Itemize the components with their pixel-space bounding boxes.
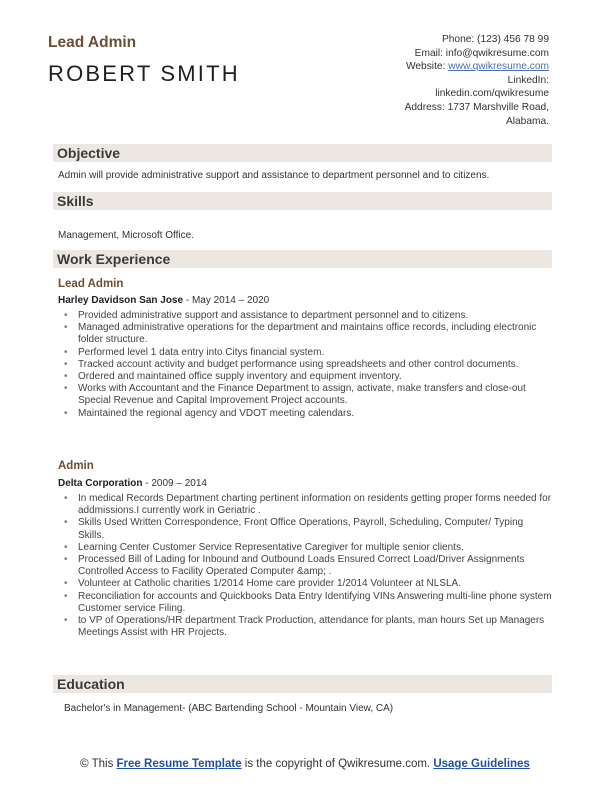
list-item: • Skills Used Written Correspondence, Front Office Operations, Payroll, Scheduling, Computer/ Typing Skills. — [64, 517, 552, 541]
free-resume-template-link[interactable]: Free Resume Template — [116, 758, 242, 770]
footer-copyright — [60, 757, 550, 771]
list-item: • Ordered and maintained office supply inventory and equipment inventory. — [64, 371, 552, 383]
job-dates: - 2009 – 2014 — [142, 478, 207, 489]
contact-address-line2: Alabama. — [505, 115, 549, 127]
section-objective — [53, 144, 552, 162]
section-title: Skills — [57, 193, 94, 209]
list-item: • Provided administrative support and assistance to department personnel and to citizens. — [64, 310, 552, 322]
section-skills — [53, 192, 552, 210]
footer-prefix: © This — [80, 758, 117, 770]
company-name: Delta Corporation — [58, 478, 143, 489]
job-title: Lead Admin — [48, 34, 137, 51]
list-item: • Tracked account activity and budget performance using spreadsheets and other control documents. — [64, 359, 552, 371]
objective-text: Admin will provide administrative support and assistance to department personnel and to citizens. — [58, 170, 490, 181]
candidate-name: ROBERT SMITH — [48, 61, 240, 86]
contact-address-line1: Address: 1737 Marshville Road, — [404, 101, 549, 113]
section-title: Objective — [57, 145, 121, 161]
company-name: Harley Davidson San Jose — [58, 295, 184, 306]
job-company-line — [58, 295, 269, 307]
job-role: Admin — [58, 460, 94, 472]
skills-text: Management, Microsoft Office. — [58, 230, 194, 241]
usage-guidelines-link[interactable]: Usage Guidelines — [433, 758, 530, 770]
job-role: Lead Admin — [58, 278, 124, 290]
list-item: • Works with Accountant and the Finance Department to assign, activate, make transfers and close-out Special Revenue and Capital Improvement Project accounts. — [64, 383, 552, 407]
contact-linkedin-label: LinkedIn: — [507, 74, 549, 86]
section-education — [53, 675, 552, 693]
list-item: • to VP of Operations/HR department Track Production, attendance for plants, man hours Set up Managers Meetings Assist with HR Projects. — [64, 615, 552, 639]
list-item: • Performed level 1 data entry into Citys financial system. — [64, 347, 552, 359]
job-dates: - May 2014 – 2020 — [183, 295, 270, 306]
contact-linkedin-value: linkedin.com/qwikresume — [435, 88, 549, 100]
list-item: • In medical Records Department charting pertinent information on residents getting proper forms needed for addmissions.I currently work in Geriatric . — [64, 493, 552, 517]
website-link[interactable]: www.qwikresume.com — [448, 61, 549, 73]
list-item: • Maintained the regional agency and VDOT meeting calendars. — [64, 408, 552, 420]
list-item: • Learning Center Customer Service Representative Caregiver for multiple senior clients. — [64, 542, 552, 554]
contact-block — [289, 33, 549, 128]
footer-middle: is the copyright of Qwikresume.com. — [241, 758, 434, 770]
list-item: • Volunteer at Catholic charities 1/2014 Home care provider 1/2014 Volunteer at NLSLA. — [64, 578, 552, 590]
list-item: • Reconciliation for accounts and Quickbooks Data Entry Identifying VINs Answering multi-line phone system Customer service Filing. — [64, 591, 552, 615]
list-item: • Processed Bill of Lading for Inbound and Outbound Loads Ensured Correct Load/Driver Assignments Controlled Access to Facility Operated Computer &amp; . — [64, 554, 552, 578]
section-title: Education — [57, 676, 125, 692]
section-title: Work Experience — [57, 251, 171, 267]
list-item: • Managed administrative operations for the department and maintains office records, including electronic folder structure. — [64, 322, 552, 346]
contact-website — [289, 60, 549, 74]
job-bullets — [64, 310, 552, 420]
contact-phone: Phone: (123) 456 78 99 — [441, 34, 549, 45]
section-work-experience — [53, 250, 552, 268]
resume-header — [48, 34, 240, 87]
job-company-line — [58, 478, 207, 490]
website-label: Website: — [405, 61, 449, 73]
contact-email: Email: info@qwikresume.com — [414, 47, 549, 59]
education-text: Bachelor's in Management- (ABC Bartending School - Mountain View, CA) — [64, 703, 394, 714]
job-bullets — [64, 493, 552, 639]
